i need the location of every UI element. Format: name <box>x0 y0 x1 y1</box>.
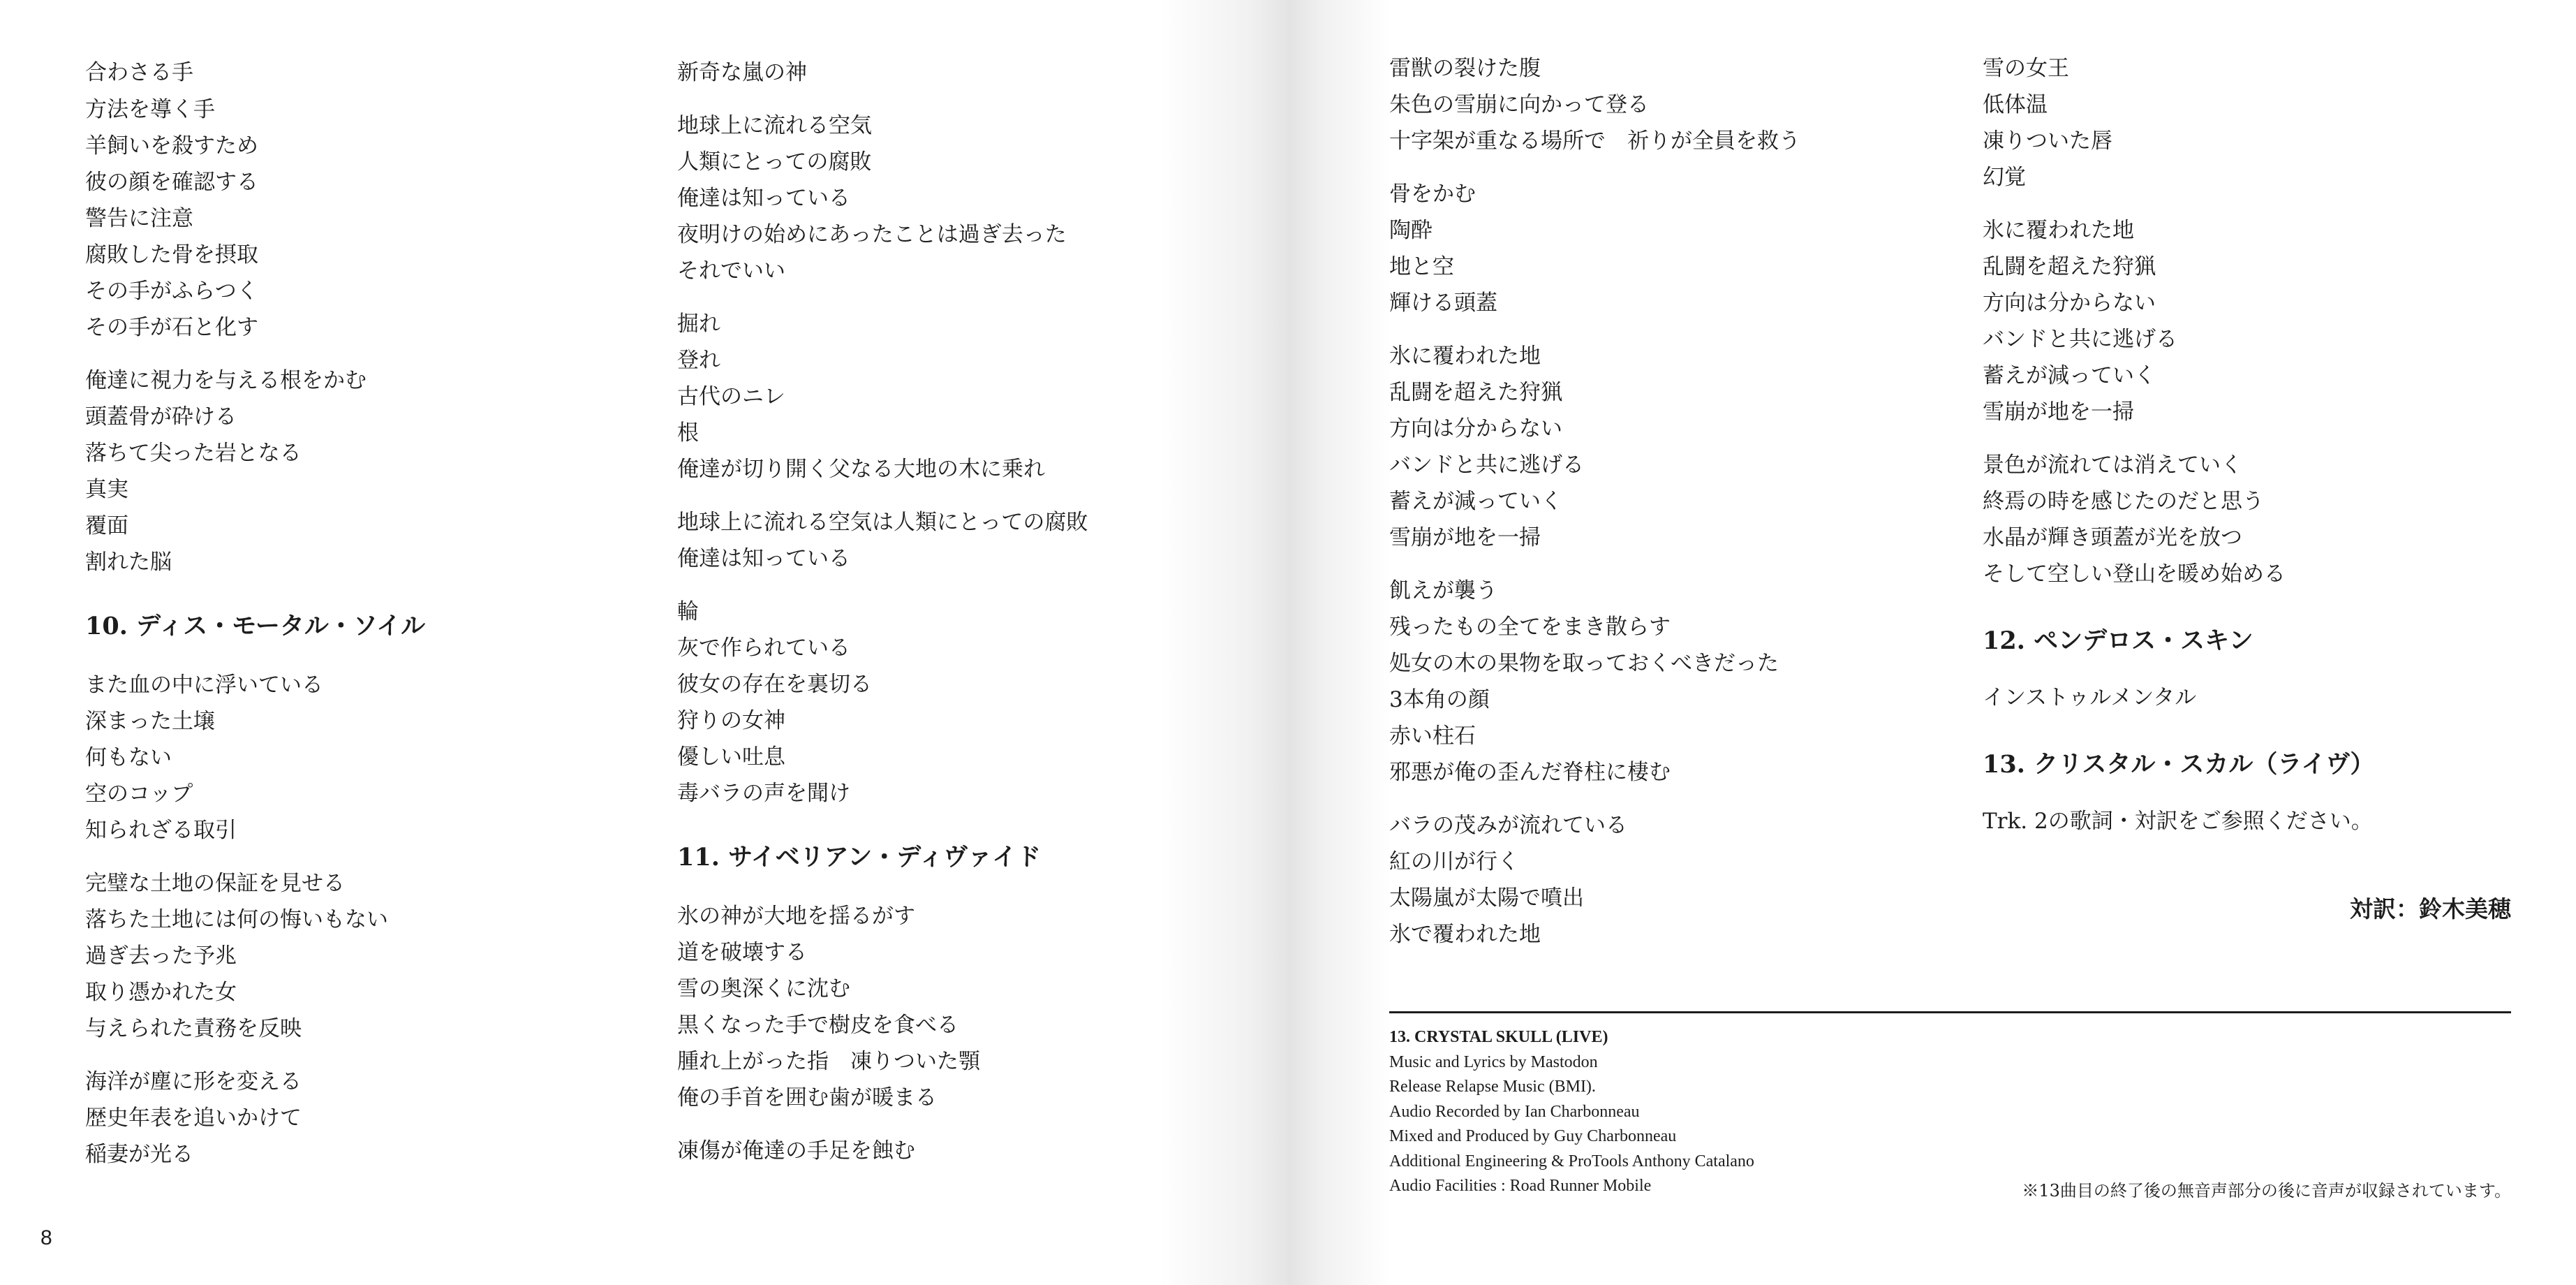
footnote: ※13曲目の終了後の無音声部分の後に音声が収録されています。 <box>2022 1181 2511 1200</box>
lyric-line: 方法を導く手 <box>85 97 215 122</box>
lyric-line: 蓄えが減っていく <box>1389 489 1562 514</box>
lyric-line: 毒バラの声を聞け <box>677 781 850 806</box>
lyric-line: 氷で覆われた地 <box>1389 922 1541 947</box>
lyric-line: 真実 <box>85 477 128 502</box>
lyric-line: 新奇な嵐の神 <box>677 60 807 85</box>
lyric-line: 雪の奥深くに沈む <box>677 976 850 1001</box>
lyric-line: その手がふらつく <box>85 279 258 304</box>
lyric-line: 歴史年表を追いかけて <box>85 1106 302 1131</box>
lyric-line: 朱色の雪崩に向かって登る <box>1389 92 1649 117</box>
lyric-line: 空のコップ <box>85 781 193 807</box>
lyric-line: 雪崩が地を一掃 <box>1983 399 2134 425</box>
lyric-line: 狩りの女神 <box>677 708 785 733</box>
lyric-line: 十字架が重なる場所で 祈りが全員を救う <box>1389 128 1800 154</box>
lyric-line: 陶酔 <box>1389 218 1433 243</box>
lyric-line: 氷に覆われた地 <box>1983 218 2134 243</box>
lyric-line: 落ちた土地には何の悔いもない <box>85 907 388 932</box>
lyric-line: 落ちて尖った岩となる <box>85 441 302 466</box>
lyric-line: 地球上に流れる空気 <box>677 113 872 138</box>
lyric-line: 終焉の時を感じたのだと思う <box>1983 489 2264 514</box>
lyric-line: 紅の川が行く <box>1389 849 1519 874</box>
lyric-line: インストゥルメンタル <box>1983 685 2197 710</box>
lyric-line: 覆面 <box>85 513 128 538</box>
lyric-line: 古代のニレ <box>677 384 785 409</box>
lyric-line: 俺達は知っている <box>677 546 850 571</box>
lyric-line: 低体温 <box>1983 92 2048 117</box>
lyric-line: 氷に覆われた地 <box>1389 344 1541 369</box>
lyric-line: 羊飼いを殺すため <box>85 133 258 159</box>
lyric-line: 凍傷が俺達の手足を蝕む <box>677 1138 915 1163</box>
lyric-line: バンドと共に逃げる <box>1389 453 1584 478</box>
page-number: 8 <box>40 1226 52 1249</box>
lyric-line: 輝ける頭蓋 <box>1389 291 1497 316</box>
lyric-line: 雪の女王 <box>1983 56 2069 81</box>
lyric-line: 俺達は知っている <box>677 186 850 211</box>
lyric-line: バンドと共に逃げる <box>1983 327 2177 352</box>
credit-line: Music and Lyrics by Mastodon <box>1389 1052 1598 1071</box>
lyric-line: 幻覚 <box>1983 165 2026 190</box>
lyric-line: 雷獣の裂けた腹 <box>1389 56 1541 81</box>
divider-rule <box>1389 1011 2511 1013</box>
lyric-line: 腫れ上がった指 凍りついた顎 <box>677 1049 980 1074</box>
lyric-line: 彼女の存在を裏切る <box>677 672 872 697</box>
lyric-line: 俺の手首を囲む歯が暖まる <box>677 1085 937 1110</box>
credit-line: Release Relapse Music (BMI). <box>1389 1078 1596 1096</box>
lyric-line: 稲妻が光る <box>85 1142 193 1167</box>
lyric-line: 深まった土壌 <box>85 709 215 734</box>
lyric-line: 雪崩が地を一掃 <box>1389 525 1541 550</box>
lyric-line: バラの茂みが流れている <box>1389 813 1627 838</box>
credit-line: Mixed and Produced by Guy Charbonneau <box>1389 1127 1677 1145</box>
lyric-line: 飢えが襲う <box>1389 578 1497 603</box>
lyric-line: 赤い柱石 <box>1389 724 1476 749</box>
lyric-line: 警告に注意 <box>85 206 193 231</box>
lyric-line: 合わさる手 <box>85 60 193 85</box>
lyric-line: 凍りついた唇 <box>1983 128 2112 154</box>
lyric-line: 方向は分からない <box>1983 291 2156 316</box>
lyric-line: 方向は分からない <box>1389 416 1562 441</box>
song-title: 12. ペンデロス・スキン <box>1983 626 2253 655</box>
lyric-line: その手が石と化す <box>85 315 258 340</box>
lyric-line: 太陽嵐が太陽で噴出 <box>1389 886 1584 911</box>
lyric-line: 蓄えが減っていく <box>1983 363 2156 388</box>
lyric-line: 割れた脳 <box>85 550 172 575</box>
song-title: 13. クリスタル・スカル（ライヴ） <box>1983 750 2375 779</box>
lyric-line: 乱闘を超えた狩猟 <box>1389 380 1562 405</box>
lyric-line: 地球上に流れる空気は人類にとっての腐敗 <box>677 510 1088 535</box>
lyric-line: 海洋が塵に形を変える <box>85 1069 302 1094</box>
lyric-line: 登れ <box>677 348 720 373</box>
lyric-line: 輪 <box>677 599 699 624</box>
lyric-line: また血の中に浮いている <box>85 673 323 698</box>
song-title: 10. ディス・モータル・ソイル <box>85 612 426 640</box>
lyric-line: 3本角の顔 <box>1389 687 1490 712</box>
credit-line: Additional Engineering & ProTools Anthony Catalano <box>1389 1152 1754 1170</box>
lyric-line: そして空しい登山を暖め始める <box>1983 561 2286 587</box>
lyric-line: 与えられた責務を反映 <box>85 1016 302 1041</box>
lyric-line: 頭蓋骨が砕ける <box>85 404 237 429</box>
lyric-line: 腐敗した骨を摂取 <box>85 242 258 267</box>
lyric-line: 景色が流れては消えていく <box>1983 453 2242 478</box>
credit-track-title: 13. CRYSTAL SKULL (LIVE) <box>1389 1028 1608 1046</box>
credit-line: Audio Facilities : Road Runner Mobile <box>1389 1177 1652 1195</box>
lyric-line: 夜明けの始めにあったことは過ぎ去った <box>677 222 1067 247</box>
lyric-line: それでいい <box>677 258 785 284</box>
lyric-line: 黒くなった手で樹皮を食べる <box>677 1013 958 1038</box>
lyric-line: 取り憑かれた女 <box>85 980 237 1005</box>
lyric-line: 骨をかむ <box>1389 182 1476 207</box>
song-title: 11. サイベリアン・ディヴァイド <box>677 843 1042 872</box>
lyric-line: 人類にとっての腐敗 <box>677 149 872 175</box>
lyric-line: 処女の木の果物を取っておくべきだった <box>1389 651 1779 676</box>
lyric-line: 知られざる取引 <box>85 818 237 843</box>
lyric-line: 邪悪が俺の歪んだ脊柱に棲む <box>1389 760 1671 785</box>
lyric-line: 道を破壊する <box>677 940 807 965</box>
lyric-line: 乱闘を超えた狩猟 <box>1983 254 2156 279</box>
lyric-line: 根 <box>677 420 699 446</box>
lyric-line: 俺達に視力を与える根をかむ <box>85 368 367 393</box>
lyric-line: 彼の顔を確認する <box>85 170 258 195</box>
lyric-line: 完璧な土地の保証を見せる <box>85 871 345 896</box>
translator-credit: 対訳：鈴木美穂 <box>2350 895 2511 923</box>
lyric-line: 灰で作られている <box>677 636 850 661</box>
lyric-line: 何もない <box>85 745 172 770</box>
lyric-line: 過ぎ去った予兆 <box>85 943 237 969</box>
lyric-line: 優しい吐息 <box>677 744 785 770</box>
lyric-line: 水晶が輝き頭蓋が光を放つ <box>1983 525 2242 550</box>
lyric-line: 掘れ <box>677 311 720 337</box>
lyric-line: 俺達が切り開く父なる大地の木に乗れ <box>677 457 1045 482</box>
lyric-line: 地と空 <box>1389 254 1454 279</box>
lyric-line: 残ったもの全てをまき散らす <box>1389 615 1671 640</box>
lyric-line: Trk. 2の歌詞・対訳をご参照ください。 <box>1983 809 2373 834</box>
credit-line: Audio Recorded by Ian Charbonneau <box>1389 1102 1640 1121</box>
lyric-line: 氷の神が大地を揺るがす <box>677 904 915 929</box>
